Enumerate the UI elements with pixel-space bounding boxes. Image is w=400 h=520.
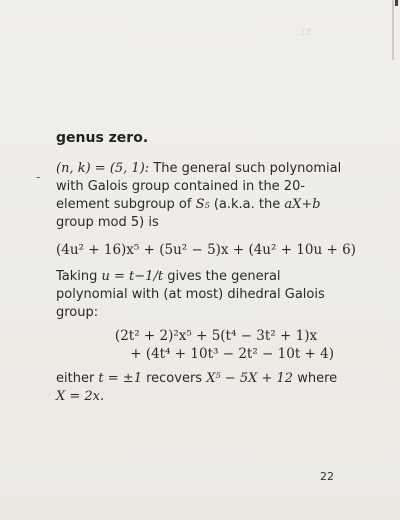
condition: t = ±1 [98,371,142,386]
margin-mark: - [36,170,41,184]
bleed-through-page-number: 51 [300,28,312,38]
paragraph-substitution [56,268,356,322]
page-number: 22 [320,470,334,483]
page-edge-mark [395,0,398,6]
paragraph-conclusion [56,370,356,406]
para1-text: The general such polynomial with Galois group contained in the 20-element subgroup of [56,161,342,212]
dihedral-polynomial-formula [56,328,356,362]
para3-text3: where [293,371,338,386]
para3-text2: recovers [141,371,207,386]
formula-line-1: (2t² + 2)²x⁵ + 5(t⁴ − 3t² + 1)x [114,328,318,344]
para1-text2: (a.k.a. the [209,197,285,212]
page-edge-shadow [392,0,394,60]
variable-substitution: X = 2x. [56,389,105,404]
symmetric-group: S₅ [195,197,210,212]
para3-text1: either [56,371,99,386]
section-heading: genus zero. [56,130,149,146]
affine-group-label: aX+b [284,197,321,212]
para2-text2: gives the general polynomial with (at most) dihedral Galois group: [56,269,325,320]
substitution: u = t−1/t [101,269,164,284]
formula-line-2: + (4t⁴ + 10t³ − 2t² − 10t + 4) [130,346,334,362]
recovered-polynomial: X⁵ − 5X + 12 [206,371,294,386]
polynomial-formula: (4u² + 16)x⁵ + (5u² − 5)x + (4u² + 10u + 6) [56,242,356,258]
para2-text1: Taking [56,269,102,284]
para1-text3: group mod 5) is [56,215,159,230]
case-label: (n, k) = (5, 1): [56,161,150,176]
paragraph-case-5-1 [56,160,356,232]
main-content [56,130,356,406]
